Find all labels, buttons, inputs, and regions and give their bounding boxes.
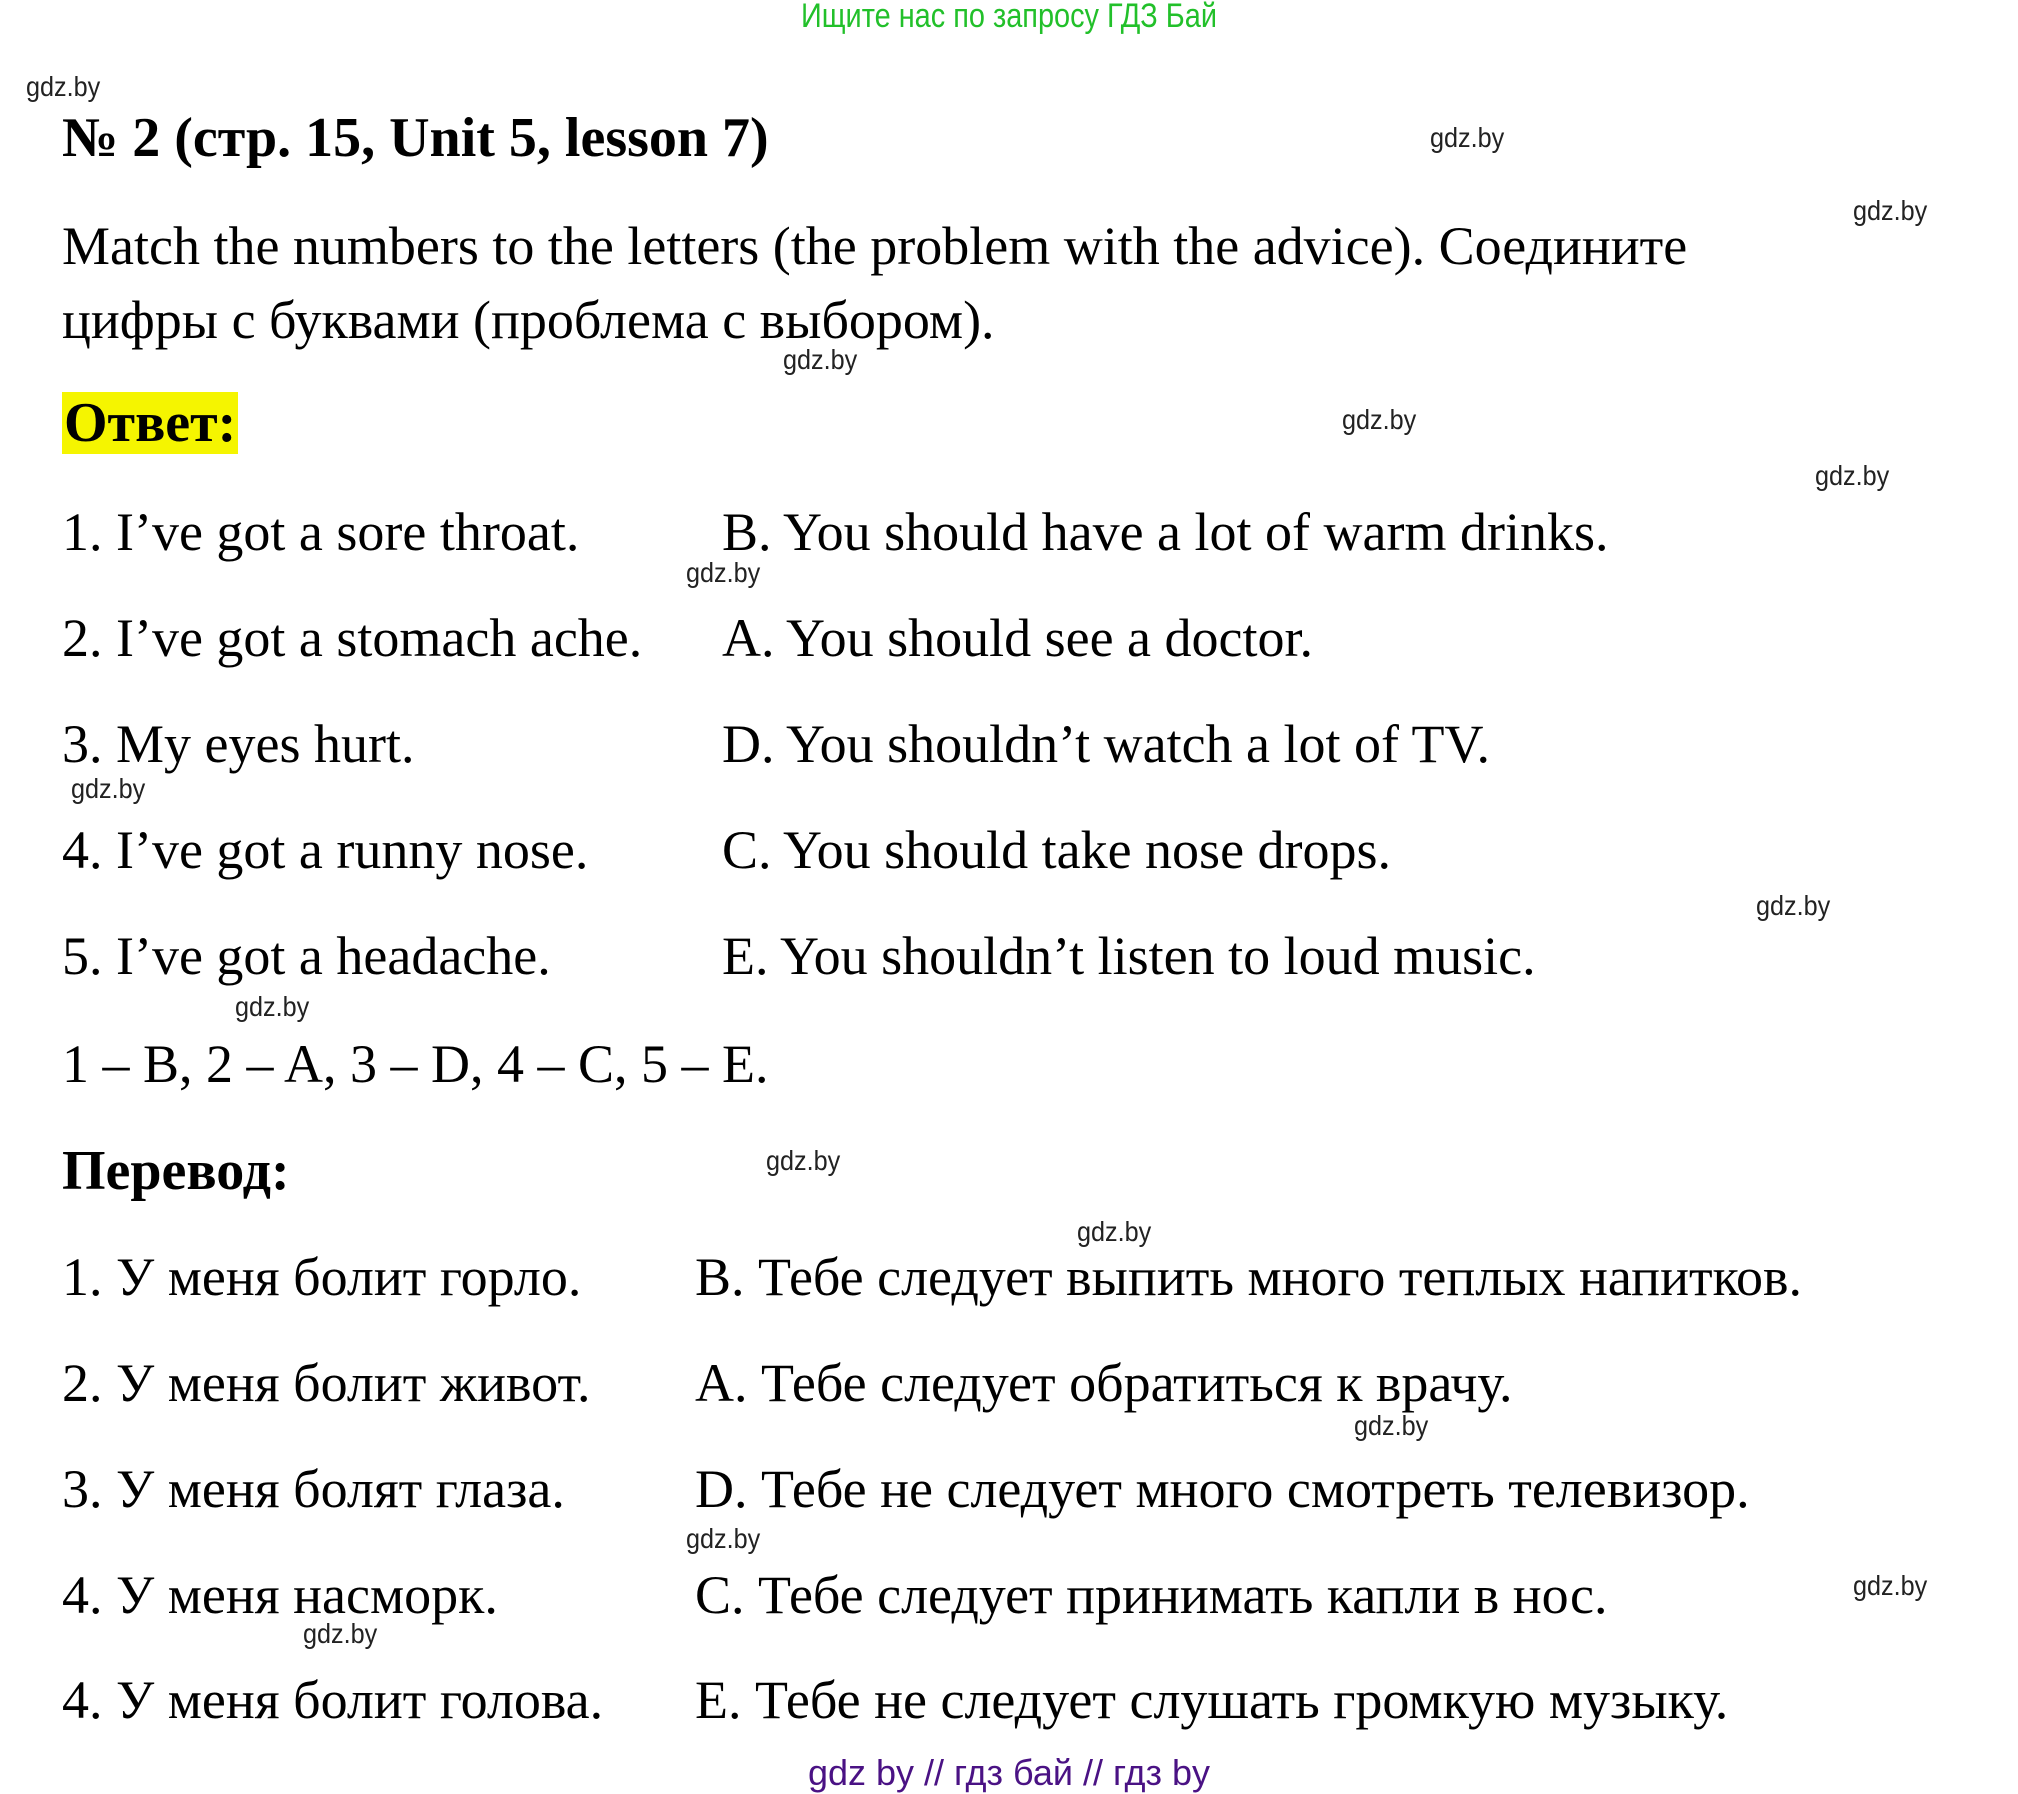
translation-advice-4: C. Тебе следует принимать капли в нос. (695, 1565, 1608, 1625)
watermark: gdz.by (1853, 1570, 1928, 1601)
watermark: gdz.by (1853, 195, 1928, 226)
advice-5: E. You shouldn’t listen to loud music. (722, 926, 1536, 986)
search-banner: Ищите нас по запросу ГДЗ Бай (801, 0, 1217, 35)
advice-4: C. You should take nose drops. (722, 820, 1392, 880)
translation-advice-1: B. Тебе следует выпить много теплых напитков. (695, 1247, 1803, 1307)
problem-4: 4. I’ve got a runny nose. (62, 820, 589, 880)
answer-line: 1 – B, 2 – A, 3 – D, 4 – C, 5 – E. (62, 1034, 769, 1094)
advice-1: B. You should have a lot of warm drinks. (722, 502, 1609, 562)
page-title: № 2 (стр. 15, Unit 5, lesson 7) (62, 107, 769, 169)
translation-problem-5: 4. У меня болит голова. (62, 1670, 604, 1730)
problem-3: 3. My eyes hurt. (62, 714, 415, 774)
watermark: gdz.by (26, 71, 101, 102)
problem-5: 5. I’ve got a headache. (62, 926, 551, 986)
watermark: gdz.by (686, 1523, 761, 1554)
translation-advice-3: D. Тебе не следует много смотреть телевизор. (695, 1459, 1750, 1519)
advice-3: D. You shouldn’t watch a lot of TV. (722, 714, 1491, 774)
task-line-1: Match the numbers to the letters (the problem with the advice). Соедините (62, 216, 1688, 276)
problem-2: 2. I’ve got a stomach ache. (62, 608, 643, 668)
watermark: gdz.by (71, 773, 146, 804)
translation-label: Перевод: (62, 1140, 290, 1202)
watermark: gdz.by (1430, 122, 1505, 153)
watermark: gdz.by (1815, 460, 1890, 491)
advice-2: A. You should see a doctor. (722, 608, 1313, 668)
task-line-2: цифры с буквами (проблема с выбором). (62, 290, 995, 350)
translation-problem-3: 3. У меня болят глаза. (62, 1459, 565, 1519)
watermark: gdz.by (235, 991, 310, 1022)
watermark: gdz.by (766, 1145, 841, 1176)
watermark: gdz.by (686, 557, 761, 588)
problem-1: 1. I’ve got a sore throat. (62, 502, 580, 562)
translation-advice-5: E. Тебе не следует слушать громкую музыку. (695, 1670, 1729, 1730)
translation-advice-2: A. Тебе следует обратиться к врачу. (695, 1353, 1513, 1413)
watermark: gdz.by (1756, 890, 1831, 921)
answer-label: Ответ: (64, 392, 237, 454)
watermark: gdz.by (1354, 1410, 1429, 1441)
footer-watermark: gdz by // гдз бай // гдз by (807, 1752, 1211, 1793)
translation-problem-1: 1. У меня болит горло. (62, 1247, 582, 1307)
watermark: gdz.by (1077, 1216, 1152, 1247)
translation-problem-4: 4. У меня насморк. (62, 1565, 498, 1625)
watermark: gdz.by (303, 1618, 378, 1649)
translation-problem-2: 2. У меня болит живот. (62, 1353, 591, 1413)
watermark: gdz.by (1342, 404, 1417, 435)
watermark: gdz.by (783, 344, 858, 375)
